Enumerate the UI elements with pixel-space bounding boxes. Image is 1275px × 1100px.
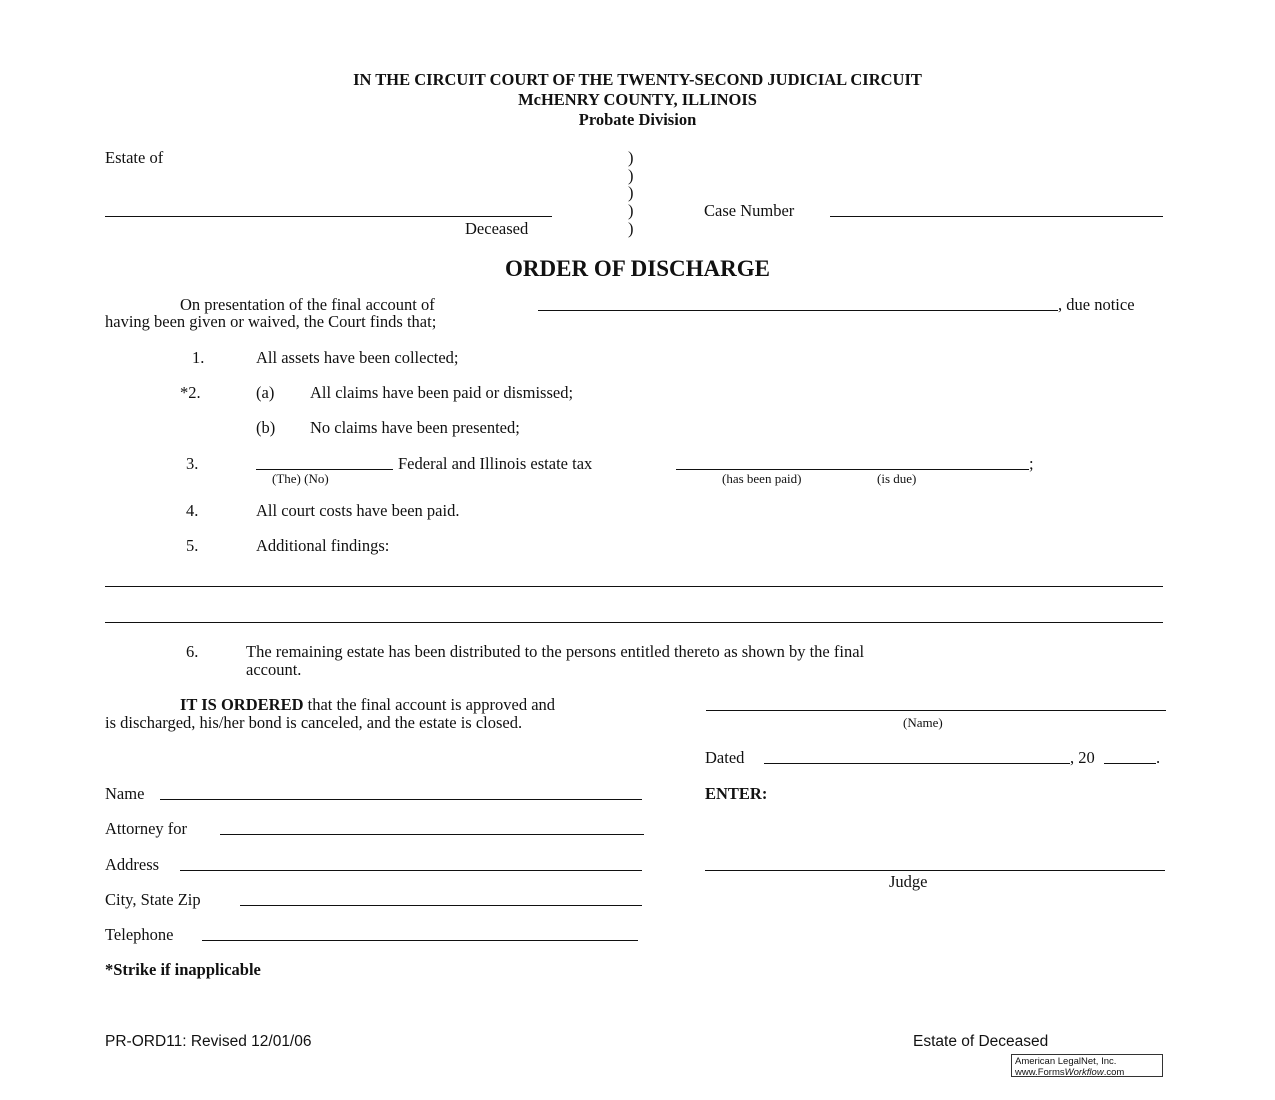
judge-signature-line[interactable] xyxy=(705,870,1165,871)
logo-line2 xyxy=(1015,1067,1159,1078)
logo-text: .com xyxy=(1103,1067,1125,1078)
finding-text: Federal and Illinois estate tax xyxy=(398,454,593,473)
form-id: PR-ORD11: Revised 12/01/06 xyxy=(105,1033,312,1050)
finding-number: 1. xyxy=(192,348,205,367)
finding-text: All court costs have been paid. xyxy=(256,501,460,520)
additional-findings-line-2[interactable] xyxy=(105,622,1163,623)
finding-text: The remaining estate has been distributed to the persons entitled thereto as shown by the final xyxy=(246,642,865,661)
logo-line1: American LegalNet, Inc. xyxy=(1015,1056,1117,1067)
logo-text: www.Forms xyxy=(1015,1067,1065,1078)
telephone-field[interactable] xyxy=(202,940,638,941)
strike-note: *Strike if inapplicable xyxy=(105,960,261,979)
court-heading: IN THE CIRCUIT COURT OF THE TWENTY-SECOND JUDICIAL CIRCUIT xyxy=(353,70,922,89)
finding-text: All claims have been paid or dismissed; xyxy=(310,383,574,402)
field-hint: (is due) xyxy=(877,471,917,486)
paren: ) xyxy=(628,183,634,202)
period: . xyxy=(1156,748,1161,767)
order-text-part: that the final account is approved and xyxy=(303,695,556,714)
deceased-name-field[interactable] xyxy=(105,216,552,217)
case-number-field[interactable] xyxy=(830,216,1163,217)
attorney-for-label: Attorney for xyxy=(105,819,188,838)
address-field[interactable] xyxy=(180,870,642,871)
finding-number: 4. xyxy=(186,501,199,520)
enter-label: ENTER: xyxy=(705,784,768,803)
paren: ) xyxy=(628,201,634,220)
order-text xyxy=(180,695,555,715)
case-number-label: Case Number xyxy=(704,201,795,220)
intro-text-line2: having been given or waived, the Court finds that; xyxy=(105,312,437,331)
city-state-zip-field[interactable] xyxy=(240,905,642,906)
year-prefix: , 20 xyxy=(1070,748,1095,767)
deceased-label: Deceased xyxy=(465,219,529,238)
the-no-field[interactable] xyxy=(256,469,393,470)
judge-label: Judge xyxy=(889,872,928,891)
finding-sub: (a) xyxy=(256,383,275,402)
paren: ) xyxy=(628,148,634,167)
name-field[interactable] xyxy=(160,799,642,800)
year-field[interactable] xyxy=(1104,763,1156,764)
paren: ) xyxy=(628,166,634,185)
date-field[interactable] xyxy=(764,763,1070,764)
dated-label: Dated xyxy=(705,748,745,767)
additional-findings-line-1[interactable] xyxy=(105,586,1163,587)
field-hint: (has been paid) xyxy=(722,471,802,486)
final-account-name-field[interactable] xyxy=(538,310,1058,311)
logo-text: Workflow xyxy=(1064,1067,1104,1078)
finding-number: 6. xyxy=(186,642,199,661)
field-hint: (Name) xyxy=(903,715,943,730)
telephone-label: Telephone xyxy=(105,925,174,944)
finding-sub: (b) xyxy=(256,418,276,437)
tax-status-field[interactable] xyxy=(676,469,1029,470)
order-text-line2: is discharged, his/her bond is canceled, and the estate is closed. xyxy=(105,713,523,732)
finding-number: 5. xyxy=(186,536,199,555)
legalnet-logo xyxy=(1011,1054,1163,1077)
order-bold: IT IS ORDERED xyxy=(180,695,304,714)
document-title: ORDER OF DISCHARGE xyxy=(505,256,770,281)
attorney-for-field[interactable] xyxy=(220,834,644,835)
finding-text: account. xyxy=(246,660,302,679)
semicolon: ; xyxy=(1029,454,1034,473)
footer-estate-label: Estate of Deceased xyxy=(913,1033,1049,1050)
intro-text-end: , due notice xyxy=(1058,295,1135,314)
finding-number: *2. xyxy=(180,383,201,402)
finding-text: Additional findings: xyxy=(256,536,390,555)
finding-text: All assets have been collected; xyxy=(256,348,459,367)
name-label: Name xyxy=(105,784,145,803)
estate-of-label: Estate of xyxy=(105,148,164,167)
county-heading: McHENRY COUNTY, ILLINOIS xyxy=(518,90,757,109)
finding-text: No claims have been presented; xyxy=(310,418,520,437)
discharged-name-field[interactable] xyxy=(706,710,1166,711)
city-state-zip-label: City, State Zip xyxy=(105,890,201,909)
field-hint: (The) (No) xyxy=(272,471,329,486)
division-heading: Probate Division xyxy=(578,110,697,129)
address-label: Address xyxy=(105,855,160,874)
finding-number: 3. xyxy=(186,454,199,473)
paren: ) xyxy=(628,219,634,238)
intro-text: On presentation of the final account of xyxy=(180,295,435,314)
